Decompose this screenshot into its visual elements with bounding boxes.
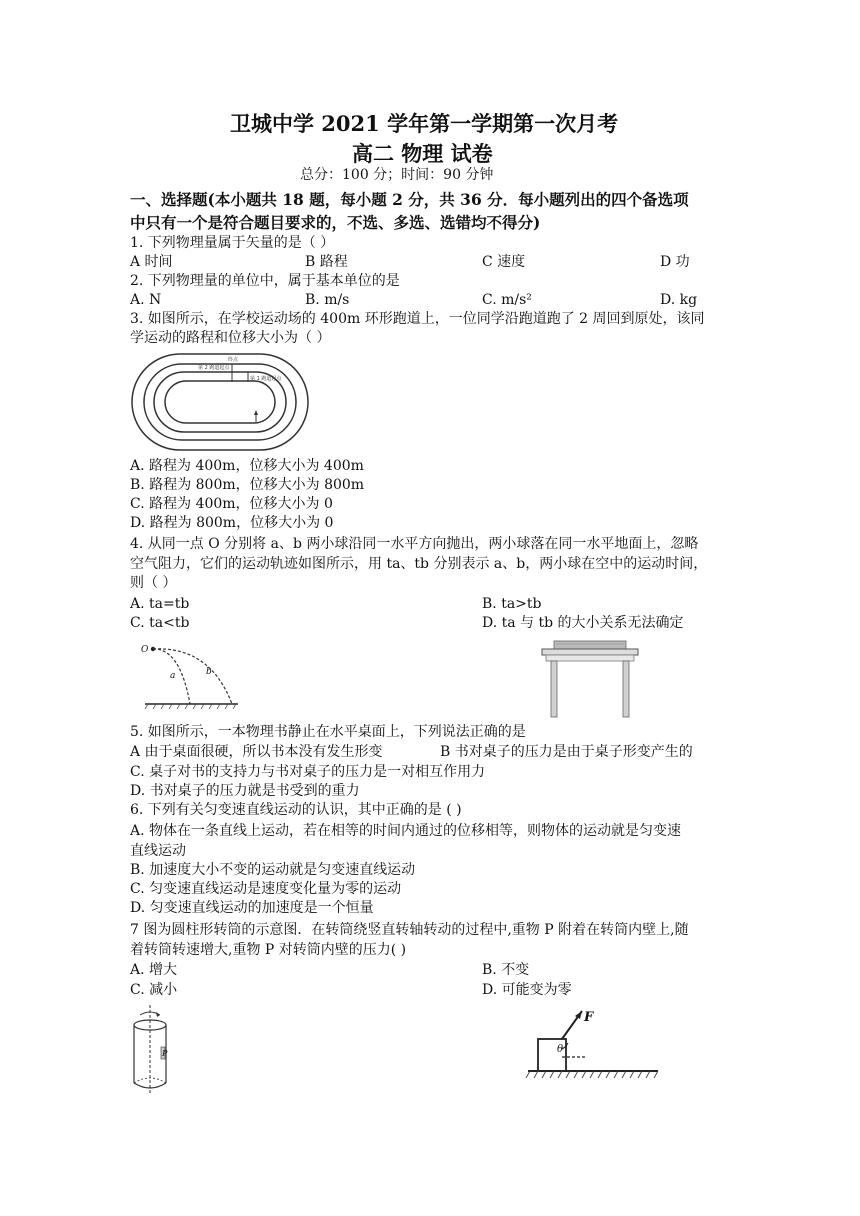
q4-stem-line2: 空气阻力，它们的运动轨迹如图所示，用 ta、tb 分别表示 a、b，两小球在空中的运动时间， (130, 556, 708, 572)
q2-option-d: D. kg (660, 292, 698, 308)
projectile-label-a: a (170, 671, 176, 681)
q7-stem-line1: 7 图为圆柱形转筒的示意图．在转筒绕竖直转轴转动的过程中,重物 P 附着在转筒内壁上,随 (130, 922, 689, 938)
section-heading-line2: 中只有一个是符合题目要求的，不选、多选、选错均不得分) (130, 213, 541, 232)
q7-option-b: B. 不变 (482, 962, 530, 978)
block-force-figure (522, 1005, 662, 1085)
q1-option-d: D 功 (660, 254, 690, 270)
book-on-table-figure (540, 637, 640, 719)
q7-option-c: C. 减小 (130, 982, 178, 998)
q7-option-d: D. 可能变为零 (482, 982, 572, 998)
q3-option-b: B. 路程为 800m，位移大小为 800m (130, 477, 365, 493)
q7-stem-line2: 着转筒转速增大,重物 P 对转筒内壁的压力( ) (130, 942, 407, 958)
q3-option-d: D. 路程为 800m，位移大小为 0 (130, 515, 334, 531)
q6-option-a-line2: 直线运动 (130, 843, 186, 859)
projectile-figure (140, 640, 250, 710)
projectile-label-o: O (141, 645, 149, 655)
q3-stem-line2: 学运动的路程和位移大小为（ ） (130, 330, 331, 346)
exam-subtitle: 高二 物理 试卷 (352, 141, 493, 166)
section-heading-line1: 一、选择题(本小题共 18 题，每小题 2 分，共 36 分．每小题列出的四个备选项 (130, 190, 689, 209)
q6-option-c: C. 匀变速直线运动是速度变化量为零的运动 (130, 881, 402, 897)
q4-option-d: D. ta 与 tb 的大小关系无法确定 (482, 615, 684, 631)
q1-option-c: C 速度 (482, 254, 526, 270)
cylinder-label-p: P (162, 1049, 168, 1058)
q2-option-c: C. m/s² (482, 292, 532, 308)
exam-title: 卫城中学 2021 学年第一学期第一次月考 (230, 111, 619, 136)
block-label-theta: θ (557, 1044, 564, 1055)
q4-option-a: A. ta=tb (130, 596, 190, 612)
q2-option-b: B. m/s (305, 292, 350, 308)
q6-stem: 6. 下列有关匀变速直线运动的认识，其中正确的是 ( ) (130, 802, 462, 818)
q1-option-b: B 路程 (305, 254, 348, 270)
q4-stem-line1: 4. 从同一点 O 分别将 a、b 两小球沿同一水平方向抛出，两小球落在同一水平地面上，忽略 (130, 536, 699, 552)
q1-stem: 1. 下列物理量属于矢量的是（ ） (130, 235, 335, 251)
q6-option-a-line1: A. 物体在一条直线上运动，若在相等的时间内通过的位移相等，则物体的运动就是匀变速 (130, 823, 682, 839)
q3-option-c: C. 路程为 400m，位移大小为 0 (130, 496, 333, 512)
rotating-cylinder-figure (130, 1003, 180, 1098)
q3-stem-line1: 3. 如图所示，在学校运动场的 400m 环形跑道上，一位同学沿跑道跑了 2 周回到原处，该同 (130, 311, 705, 327)
exam-meta: 总分：100 分；时间：90 分钟 (300, 167, 494, 183)
projectile-label-b: b (206, 667, 212, 677)
q2-stem: 2. 下列物理量的单位中，属于基本单位的是 (130, 273, 400, 289)
q5-stem: 5. 如图所示，一本物理书静止在水平桌面上，下列说法正确的是 (130, 724, 526, 740)
track-label-lane1: 第 1 跑道起点 (250, 376, 282, 382)
q7-option-a: A. 增大 (130, 962, 178, 978)
q3-option-a: A. 路程为 400m，位移大小为 400m (130, 458, 364, 474)
q2-option-a: A. N (130, 292, 162, 308)
q1-option-a: A 时间 (130, 254, 173, 270)
running-track-figure (130, 352, 310, 452)
q5-option-b: B 书对桌子的压力是由于桌子形变产生的 (440, 744, 693, 760)
q5-option-d: D. 书对桌子的压力就是书受到的重力 (130, 783, 360, 799)
track-label-lane2: 第 2 跑道起点 (198, 365, 230, 371)
q6-option-d: D. 匀变速直线运动的加速度是一个恒量 (130, 900, 374, 916)
track-label-finish: 终点 (228, 357, 239, 363)
q4-option-c: C. ta<tb (130, 615, 190, 631)
q5-option-a: A 由于桌面很硬，所以书本没有发生形变 (130, 744, 383, 760)
q4-stem-line3: 则（ ） (130, 575, 177, 591)
q5-option-c: C. 桌子对书的支持力与书对桌子的压力是一对相互作用力 (130, 764, 486, 780)
block-label-f: F (584, 1010, 594, 1025)
q6-option-b: B. 加速度大小不变的运动就是匀变速直线运动 (130, 862, 416, 878)
q4-option-b: B. ta>tb (482, 596, 542, 612)
